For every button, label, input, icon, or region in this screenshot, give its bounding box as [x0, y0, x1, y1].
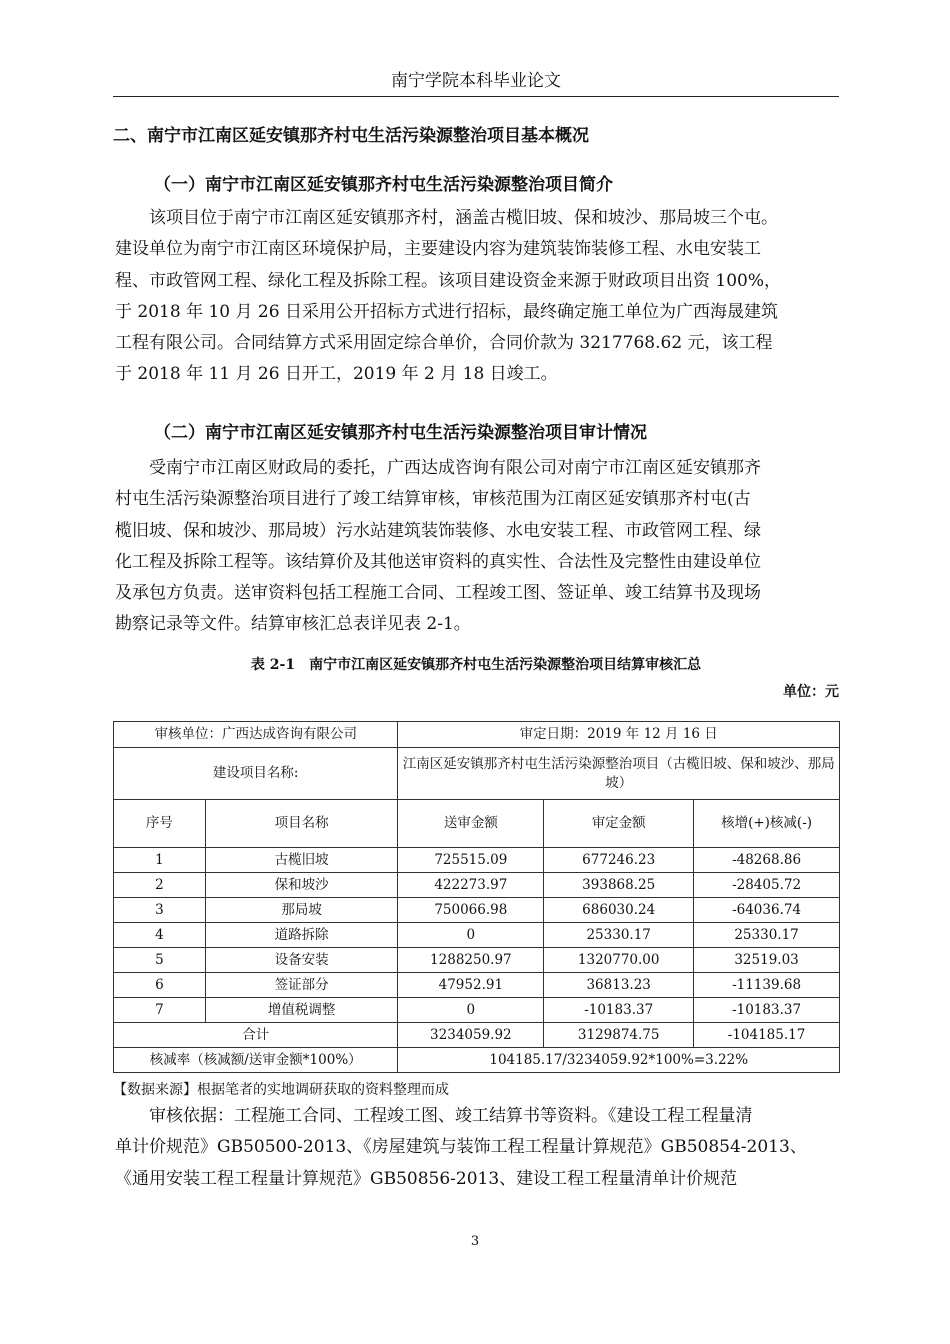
table-row — [114, 973, 840, 998]
text-line: 于 2018 年 10 月 26 日采用公开招标方式进行招标，最终确定施工单位为广西海晟建筑 — [115, 301, 778, 322]
table-cell: 25330.17 — [694, 923, 840, 948]
table-cell: 1288250.97 — [398, 948, 544, 973]
table-cell: 0 — [398, 998, 544, 1023]
project-label-cell: 建设项目名称: — [114, 748, 398, 800]
table-cell: 6 — [114, 973, 206, 998]
table-cell: 750066.98 — [398, 898, 544, 923]
table-cell: 0 — [398, 923, 544, 948]
header-cell: 核增(+)核减(-) — [694, 800, 840, 848]
table-cell: 36813.23 — [544, 973, 694, 998]
text-line: 单计价规范》GB50500-2013、《房屋建筑与装饰工程工程量计算规范》GB50854-2013、 — [115, 1137, 807, 1158]
text-line: 《通用安装工程工程量计算规范》GB50856-2013、建设工程工程量清单计价规范 — [115, 1168, 738, 1189]
table-row — [114, 898, 840, 923]
rate-value-cell: 104185.17/3234059.92*100%=3.22% — [398, 1048, 840, 1073]
table-row — [114, 948, 840, 973]
table-title: 表 2-1 南宁市江南区延安镇那齐村屯生活污染源整治项目结算审核汇总 — [250, 657, 702, 673]
table-row — [114, 923, 840, 948]
header-cell: 送审金额 — [398, 800, 544, 848]
table-cell: 4 — [114, 923, 206, 948]
table-row — [114, 998, 840, 1023]
text-line: 工程有限公司。合同结算方式采用固定综合单价，合同价款为 3217768.62 元，该工程 — [115, 333, 773, 354]
table-cell: 签证部分 — [205, 973, 398, 998]
data-source-note: 【数据来源】根据笔者的实地调研获取的资料整理而成 — [113, 1082, 449, 1098]
table-cell: 2 — [114, 873, 206, 898]
table-cell: 保和坡沙 — [205, 873, 398, 898]
total-cell: -104185.17 — [694, 1023, 840, 1048]
header-cell: 项目名称 — [205, 800, 398, 848]
table-cell: -10183.37 — [544, 998, 694, 1023]
table-cell: 32519.03 — [694, 948, 840, 973]
header-cell: 序号 — [114, 800, 206, 848]
table-row — [114, 848, 840, 873]
table-cell: 422273.97 — [398, 873, 544, 898]
table-cell: 那局坡 — [205, 898, 398, 923]
table-rate-row — [114, 1048, 840, 1073]
audit-date-cell: 审定日期：2019 年 12 月 16 日 — [398, 722, 840, 748]
table-cell: -48268.86 — [694, 848, 840, 873]
subsection-heading-2: （二）南宁市江南区延安镇那齐村屯生活污染源整治项目审计情况 — [154, 423, 647, 443]
header-cell: 审定金额 — [544, 800, 694, 848]
table-cell: 7 — [114, 998, 206, 1023]
table-header-row — [114, 800, 840, 848]
text-line: 于 2018 年 11 月 26 日开工，2019 年 2 月 18 日竣工。 — [115, 364, 558, 385]
project-name-cell: 江南区延安镇那齐村屯生活污染源整治项目（古榄旧坡、保和坡沙、那局坡） — [398, 748, 840, 800]
table-cell: 3 — [114, 898, 206, 923]
page-header: 南宁学院本科毕业论文 — [113, 66, 839, 97]
table-cell: 5 — [114, 948, 206, 973]
text-line: 勘察记录等文件。结算审核汇总表详见表 2-1。 — [115, 614, 471, 635]
table-cell: 1 — [114, 848, 206, 873]
text-line: 村屯生活污染源整治项目进行了竣工结算审核，审核范围为江南区延安镇那齐村屯(古 — [115, 489, 751, 510]
table-cell: 686030.24 — [544, 898, 694, 923]
rate-label-cell: 核减率（核减额/送审金额*100%） — [114, 1048, 398, 1073]
text-line: 建设单位为南宁市江南区环境保护局，主要建设内容为建筑装饰装修工程、水电安装工 — [115, 239, 761, 260]
table-cell: 25330.17 — [544, 923, 694, 948]
table-cell: 增值税调整 — [205, 998, 398, 1023]
table-cell: -28405.72 — [694, 873, 840, 898]
table-row — [114, 873, 840, 898]
audit-unit-cell: 审核单位：广西达成咨询有限公司 — [114, 722, 398, 748]
audit-summary-table — [113, 721, 840, 1073]
table-row — [114, 722, 840, 748]
table-cell: -10183.37 — [694, 998, 840, 1023]
page-number: 3 — [470, 1234, 480, 1249]
paragraph-intro — [115, 203, 839, 391]
paragraph-basis — [115, 1101, 839, 1195]
text-line: 榄旧坡、保和坡沙、那局坡）污水站建筑装饰装修、水电安装工程、市政管网工程、绿 — [115, 520, 761, 541]
table-cell: 393868.25 — [544, 873, 694, 898]
table-cell: 古榄旧坡 — [205, 848, 398, 873]
total-cell: 3129874.75 — [544, 1023, 694, 1048]
total-cell: 3234059.92 — [398, 1023, 544, 1048]
table-total-row — [114, 1023, 840, 1048]
section-heading: 二、南宁市江南区延安镇那齐村屯生活污染源整治项目基本概况 — [113, 126, 589, 146]
text-line: 程、市政管网工程、绿化工程及拆除工程。该项目建设资金来源于财政项目出资 100%， — [115, 270, 782, 291]
text-line: 该项目位于南宁市江南区延安镇那齐村，涵盖古榄旧坡、保和坡沙、那局坡三个屯。 — [115, 208, 778, 228]
table-cell: -11139.68 — [694, 973, 840, 998]
table-cell: 设备安装 — [205, 948, 398, 973]
text-line: 及承包方负责。送审资料包括工程施工合同、工程竣工图、签证单、竣工结算书及现场 — [115, 583, 761, 604]
table-cell: 1320770.00 — [544, 948, 694, 973]
total-label-cell: 合计 — [114, 1023, 398, 1048]
text-line: 受南宁市江南区财政局的委托，广西达成咨询有限公司对南宁市江南区延安镇那齐 — [115, 458, 761, 478]
table-cell: 725515.09 — [398, 848, 544, 873]
paragraph-audit — [115, 453, 839, 641]
table-unit: 单位：元 — [783, 684, 839, 700]
table-cell: 道路拆除 — [205, 923, 398, 948]
table-row — [114, 748, 840, 800]
text-line: 化工程及拆除工程等。该结算价及其他送审资料的真实性、合法性及完整性由建设单位 — [115, 551, 761, 572]
table-cell: 677246.23 — [544, 848, 694, 873]
table-cell: -64036.74 — [694, 898, 840, 923]
table-cell: 47952.91 — [398, 973, 544, 998]
subsection-heading-1: （一）南宁市江南区延安镇那齐村屯生活污染源整治项目简介 — [154, 175, 613, 195]
text-line: 审核依据：工程施工合同、工程竣工图、竣工结算书等资料。《建设工程工程量清 — [115, 1106, 753, 1126]
